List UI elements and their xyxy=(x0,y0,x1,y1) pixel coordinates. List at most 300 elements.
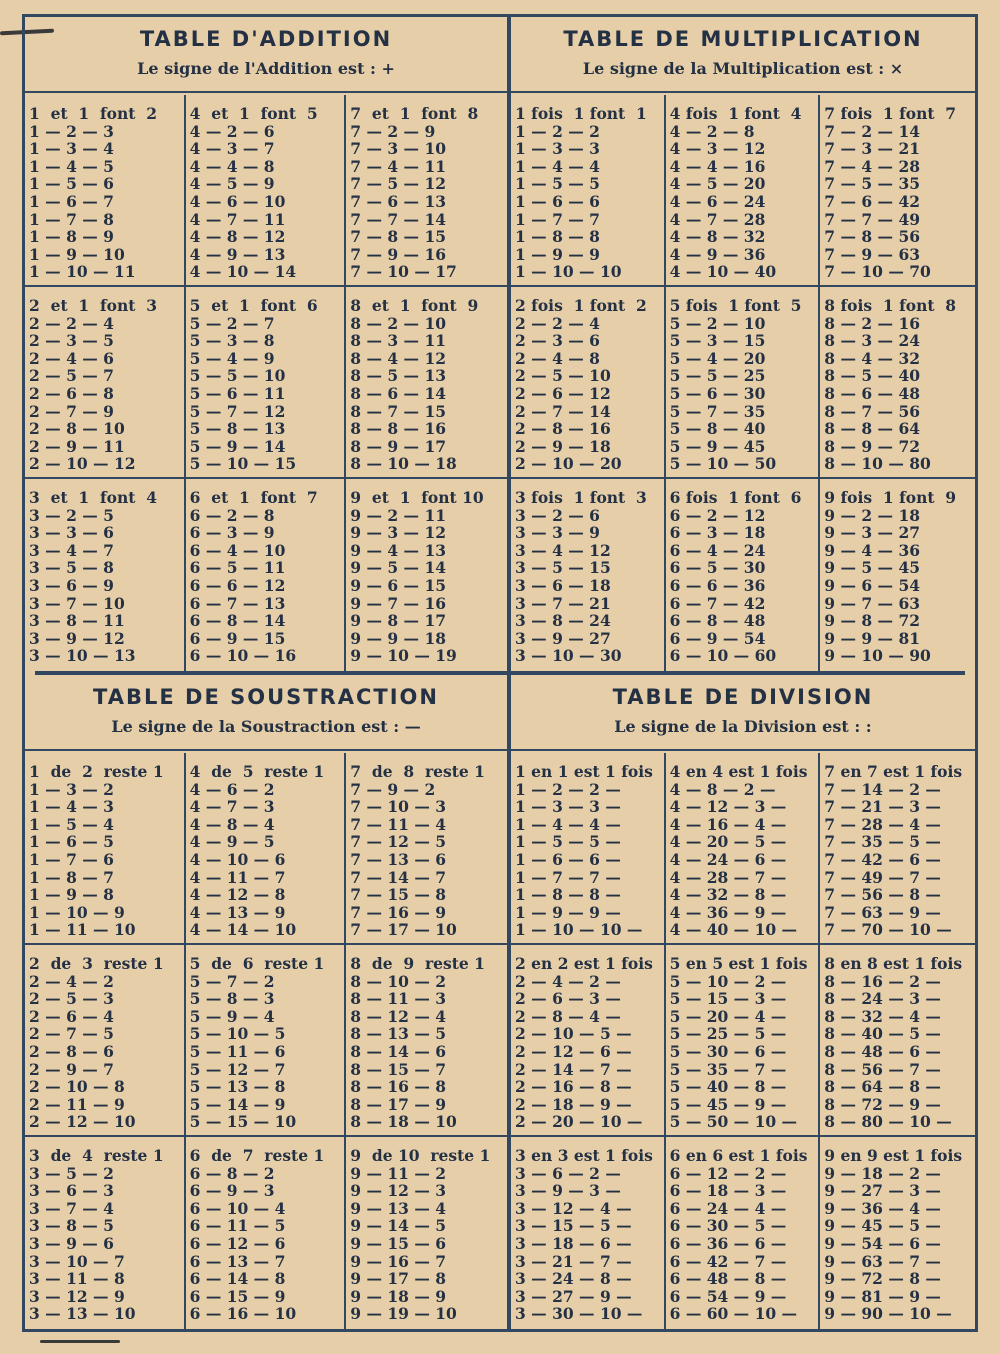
table-line: 2 — 4 — 6 xyxy=(29,349,114,368)
table-line: 7 — 6 — 13 xyxy=(350,192,447,211)
table-line: 2 — 3 — 6 xyxy=(515,332,600,350)
table-line: 6 — 2 — 8 xyxy=(189,506,275,525)
table-line: 3 — 7 — 21 xyxy=(515,594,611,613)
table-block xyxy=(25,287,186,479)
table-line: 4 — 6 — 24 xyxy=(669,192,766,211)
table-line: 4 — 5 — 9 xyxy=(189,175,275,193)
table-line: 9 — 4 — 13 xyxy=(350,541,447,560)
table-line: 5 — 9 — 4 xyxy=(189,1007,275,1026)
table-line: 1 — 9 — 10 xyxy=(29,245,125,264)
table-line: 6 — 8 — 2 xyxy=(189,1164,275,1183)
table-block xyxy=(186,95,347,287)
table-line: 2 — 9 — 18 xyxy=(515,437,611,456)
table-line: 6 — 15 — 9 xyxy=(189,1287,286,1306)
table-line: 3 — 15 — 5 — xyxy=(515,1217,632,1235)
table-line: 9 — 16 — 7 xyxy=(350,1252,447,1271)
table-line: 6 — 3 — 9 xyxy=(189,524,275,542)
table-block xyxy=(346,945,507,1137)
table-line: 8 — 17 — 9 xyxy=(350,1095,447,1114)
table-line: 1 — 6 — 5 xyxy=(29,833,114,851)
panel-header xyxy=(25,17,507,93)
table-line: 6 — 7 — 13 xyxy=(189,594,286,613)
table-line: 9 — 27 — 3 — xyxy=(824,1182,941,1200)
table-block xyxy=(186,1137,347,1329)
table-line: 2 — 5 — 7 xyxy=(29,367,114,385)
table-line: 5 — 8 — 40 xyxy=(669,420,766,438)
table-line: 5 — 10 — 2 — xyxy=(669,972,787,991)
table-block xyxy=(346,1137,507,1329)
table-line: 9 — 5 — 14 xyxy=(350,559,447,577)
table-line: 8 — 12 — 4 xyxy=(350,1007,447,1026)
table-line: 5 — 10 — 15 xyxy=(189,455,297,473)
table-line: 2 — 4 — 2 xyxy=(29,972,114,991)
table-line: 1 — 6 — 6 — xyxy=(515,850,621,869)
table-line: 8 — 40 — 5 — xyxy=(824,1025,941,1043)
table-line: 1 — 9 — 9 — xyxy=(515,903,621,922)
table-line: 7 — 56 — 8 — xyxy=(824,886,941,904)
table-line: 3 — 6 — 18 xyxy=(515,576,611,595)
table-line: 8 — 10 — 18 xyxy=(350,455,457,473)
table-line: 7 — 12 — 5 xyxy=(350,833,447,851)
table-line: 9 fois 1 font 9 xyxy=(824,488,957,507)
table-line: 1 — 5 — 5 — xyxy=(515,833,621,851)
table-line: 1 — 2 — 3 xyxy=(29,122,114,141)
table-line: 5 — 30 — 6 — xyxy=(669,1042,787,1061)
table-line: 4 — 13 — 9 xyxy=(189,903,286,922)
table-line: 8 — 13 — 5 xyxy=(350,1025,447,1043)
table-line: 8 — 11 — 3 xyxy=(350,990,447,1008)
table-line: 7 — 2 — 9 xyxy=(350,122,436,141)
table-line: 5 — 6 — 11 xyxy=(189,384,286,403)
table-line: 6 et 1 font 7 xyxy=(189,488,318,507)
table-line: 2 — 9 — 7 xyxy=(29,1060,114,1079)
table-line: 7 — 11 — 4 xyxy=(350,815,447,834)
panel-title: TABLE D'ADDITION xyxy=(139,27,393,51)
table-line: 9 — 18 — 9 xyxy=(350,1287,447,1306)
panel-header xyxy=(511,675,975,751)
table-line: 6 — 7 — 42 xyxy=(669,594,766,613)
table-block xyxy=(820,945,975,1137)
table-line: 3 — 8 — 5 xyxy=(29,1217,114,1235)
table-line: 8 — 15 — 7 xyxy=(350,1060,447,1079)
table-line: 9 — 90 — 10 — xyxy=(824,1305,952,1323)
table-line: 9 — 63 — 7 — xyxy=(824,1252,941,1271)
table-line: 2 — 20 — 10 — xyxy=(515,1113,643,1131)
table-block xyxy=(666,479,821,671)
table-line: 5 — 14 — 9 xyxy=(189,1095,286,1114)
table-line: 6 — 12 — 2 — xyxy=(669,1164,787,1183)
table-line: 3 — 3 — 6 xyxy=(29,524,114,542)
table-line: 1 — 6 — 6 xyxy=(515,192,600,211)
panel-header xyxy=(511,17,975,93)
table-line: 6 — 14 — 8 xyxy=(189,1270,286,1288)
table-line: 9 — 15 — 6 xyxy=(350,1234,447,1253)
table-block xyxy=(666,1137,821,1329)
table-line: 2 — 7 — 9 xyxy=(29,402,114,421)
table-line: 5 — 9 — 14 xyxy=(189,437,286,456)
table-line: 4 — 3 — 12 xyxy=(669,140,766,158)
table-grid xyxy=(25,95,507,671)
table-line: 9 — 13 — 4 xyxy=(350,1199,447,1218)
table-line: 9 — 4 — 36 xyxy=(824,541,921,560)
table-line: 4 — 10 — 40 xyxy=(669,263,777,281)
table-line: 5 — 3 — 15 xyxy=(669,332,766,350)
table-line: 5 — 3 — 8 xyxy=(189,332,275,350)
table-line: 8 — 2 — 10 xyxy=(350,314,447,333)
table-line: 1 et 1 font 2 xyxy=(29,105,157,123)
table-line: 8 — 24 — 3 — xyxy=(824,990,941,1008)
table-line: 2 — 2 — 4 xyxy=(515,314,600,333)
table-line: 2 — 10 — 12 xyxy=(29,455,136,473)
table-line: 5 — 13 — 8 xyxy=(189,1078,286,1096)
table-line: 3 en 3 est 1 fois xyxy=(515,1146,653,1165)
table-line: 7 — 10 — 17 xyxy=(350,263,457,281)
table-line: 6 — 5 — 30 xyxy=(669,559,766,577)
panel-title: TABLE DE DIVISION xyxy=(612,685,874,709)
table-line: 6 en 6 est 1 fois xyxy=(669,1146,808,1165)
table-line: 8 — 5 — 13 xyxy=(350,367,447,385)
table-line: 3 — 9 — 6 xyxy=(29,1234,114,1253)
table-line: 3 — 5 — 8 xyxy=(29,559,114,577)
table-line: 5 — 8 — 13 xyxy=(189,420,286,438)
panel-subtitle: Le signe de la Multiplication est : × xyxy=(582,59,904,78)
table-line: 6 — 36 — 6 — xyxy=(669,1234,787,1253)
table-block xyxy=(666,753,821,945)
table-line: 7 et 1 font 8 xyxy=(350,105,479,123)
table-line: 2 — 12 — 6 — xyxy=(515,1042,632,1061)
table-line: 5 — 7 — 35 xyxy=(669,402,766,421)
table-line: 1 — 2 — 2 — xyxy=(515,780,621,799)
table-line: 8 — 8 — 64 xyxy=(824,420,921,438)
table-block xyxy=(820,95,975,287)
table-line: 5 — 45 — 9 — xyxy=(669,1095,787,1114)
table-line: 5 — 10 — 50 xyxy=(669,455,777,473)
table-line: 5 — 5 — 25 xyxy=(669,367,766,385)
table-line: 7 fois 1 font 7 xyxy=(824,105,957,123)
table-line: 6 — 4 — 24 xyxy=(669,541,766,560)
table-line: 7 — 8 — 15 xyxy=(350,228,447,246)
table-line: 7 en 7 est 1 fois xyxy=(824,763,963,781)
table-line: 5 — 2 — 7 xyxy=(189,314,275,333)
table-line: 8 — 7 — 56 xyxy=(824,402,921,421)
table-line: 7 — 5 — 35 xyxy=(824,175,921,193)
panel-soustraction xyxy=(25,675,507,1329)
table-line: 3 — 10 — 7 xyxy=(29,1252,125,1271)
table-line: 1 — 4 — 4 — xyxy=(515,815,621,834)
table-block xyxy=(511,95,666,287)
table-line: 5 fois 1 font 5 xyxy=(669,296,802,315)
table-block xyxy=(25,479,186,671)
table-line: 4 — 2 — 8 xyxy=(669,122,755,141)
table-line: 4 — 32 — 8 — xyxy=(669,886,787,904)
table-line: 3 et 1 font 4 xyxy=(29,488,157,507)
table-line: 3 — 7 — 10 xyxy=(29,594,125,613)
table-line: 2 — 10 — 20 xyxy=(515,455,622,473)
table-line: 3 — 8 — 11 xyxy=(29,612,125,630)
table-line: 7 — 9 — 2 xyxy=(350,780,436,799)
table-line: 6 — 60 — 10 — xyxy=(669,1305,798,1323)
table-line: 3 — 24 — 8 — xyxy=(515,1270,632,1288)
table-block xyxy=(820,753,975,945)
table-line: 4 et 1 font 5 xyxy=(189,105,318,123)
table-line: 5 — 15 — 3 — xyxy=(669,990,787,1008)
panel-addition xyxy=(25,17,507,671)
table-block xyxy=(186,479,347,671)
table-line: 9 — 17 — 8 xyxy=(350,1270,447,1288)
table-line: 4 — 28 — 7 — xyxy=(669,868,787,887)
table-line: 2 — 8 — 4 — xyxy=(515,1007,621,1026)
table-line: 5 — 8 — 3 xyxy=(189,990,275,1008)
table-line: 6 — 54 — 9 — xyxy=(669,1287,787,1306)
table-line: 8 — 6 — 14 xyxy=(350,384,447,403)
table-line: 3 — 30 — 10 — xyxy=(515,1305,643,1323)
table-line: 1 — 10 — 9 xyxy=(29,903,125,922)
table-line: 1 — 7 — 7 xyxy=(515,210,600,229)
table-line: 4 fois 1 font 4 xyxy=(669,105,802,123)
table-line: 9 de 10 reste 1 xyxy=(350,1146,491,1165)
table-block xyxy=(25,95,186,287)
table-line: 7 — 10 — 70 xyxy=(824,263,931,281)
table-line: 7 — 6 — 42 xyxy=(824,192,921,211)
table-line: 5 — 2 — 10 xyxy=(669,314,766,333)
table-line: 4 — 20 — 5 — xyxy=(669,833,787,851)
table-line: 6 — 10 — 60 xyxy=(669,647,777,665)
table-line: 6 — 8 — 48 xyxy=(669,612,766,630)
table-line: 2 — 5 — 10 xyxy=(515,367,611,385)
table-line: 2 — 8 — 6 xyxy=(29,1042,114,1061)
table-line: 3 — 12 — 4 — xyxy=(515,1199,632,1218)
table-line: 6 — 13 — 7 xyxy=(189,1252,286,1271)
table-line: 3 — 13 — 10 xyxy=(29,1305,136,1323)
table-block xyxy=(820,287,975,479)
tables-sheet xyxy=(22,14,978,1332)
table-line: 6 — 10 — 4 xyxy=(189,1199,286,1218)
table-line: 2 — 8 — 16 xyxy=(515,420,611,438)
table-line: 2 en 2 est 1 fois xyxy=(515,954,653,973)
table-line: 7 — 4 — 28 xyxy=(824,157,921,176)
table-line: 3 — 10 — 13 xyxy=(29,647,136,665)
table-line: 2 — 4 — 2 — xyxy=(515,972,621,991)
table-line: 8 — 72 — 9 — xyxy=(824,1095,941,1114)
table-line: 6 de 7 reste 1 xyxy=(189,1146,325,1165)
panel-multiplication xyxy=(511,17,975,671)
table-line: 3 — 6 — 3 xyxy=(29,1182,114,1200)
table-block xyxy=(511,945,666,1137)
table-line: 5 — 40 — 8 — xyxy=(669,1078,787,1096)
table-line: 7 — 35 — 5 — xyxy=(824,833,941,851)
table-line: 4 — 10 — 14 xyxy=(189,263,297,281)
table-line: 8 — 18 — 10 xyxy=(350,1113,457,1131)
table-line: 1 — 3 — 2 xyxy=(29,780,114,799)
table-line: 9 — 7 — 63 xyxy=(824,594,921,613)
table-line: 2 — 8 — 10 xyxy=(29,420,125,438)
table-line: 2 de 3 reste 1 xyxy=(29,954,164,973)
table-block xyxy=(820,1137,975,1329)
table-line: 4 — 12 — 3 — xyxy=(669,798,787,816)
table-line: 6 — 8 — 14 xyxy=(189,612,286,630)
table-line: 2 — 12 — 10 xyxy=(29,1113,136,1131)
table-line: 5 — 12 — 7 xyxy=(189,1060,286,1079)
table-line: 3 — 21 — 7 — xyxy=(515,1252,632,1271)
table-line: 5 — 4 — 20 xyxy=(669,349,766,368)
table-line: 3 — 11 — 8 xyxy=(29,1270,125,1288)
table-block xyxy=(25,1137,186,1329)
table-line: 3 — 9 — 3 — xyxy=(515,1182,621,1200)
table-line: 8 — 9 — 72 xyxy=(824,437,921,456)
table-line: 5 — 25 — 5 — xyxy=(669,1025,787,1043)
table-line: 9 — 3 — 12 xyxy=(350,524,447,542)
table-line: 2 — 6 — 4 xyxy=(29,1007,114,1026)
table-line: 1 — 6 — 7 xyxy=(29,192,114,211)
table-line: 8 — 4 — 32 xyxy=(824,349,921,368)
table-line: 6 — 9 — 3 xyxy=(189,1182,275,1200)
table-line: 1 de 2 reste 1 xyxy=(29,763,164,781)
table-line: 7 — 8 — 56 xyxy=(824,228,921,246)
table-line: 1 — 3 — 4 xyxy=(29,140,114,158)
table-line: 5 — 20 — 4 — xyxy=(669,1007,787,1026)
table-line: 6 — 5 — 11 xyxy=(189,559,286,577)
table-line: 2 — 14 — 7 — xyxy=(515,1060,632,1079)
table-line: 4 — 7 — 11 xyxy=(189,210,286,229)
table-line: 1 — 10 — 10 — xyxy=(515,921,643,939)
table-block xyxy=(511,753,666,945)
table-line: 6 fois 1 font 6 xyxy=(669,488,802,507)
table-line: 2 — 6 — 8 xyxy=(29,384,114,403)
table-line: 1 fois 1 font 1 xyxy=(515,105,647,123)
table-line: 9 — 36 — 4 — xyxy=(824,1199,941,1218)
table-line: 4 — 9 — 5 xyxy=(189,833,275,851)
table-line: 9 — 45 — 5 — xyxy=(824,1217,941,1235)
table-line: 8 — 64 — 8 — xyxy=(824,1078,941,1096)
table-line: 9 — 2 — 18 xyxy=(824,506,921,525)
table-line: 1 — 7 — 7 — xyxy=(515,868,621,887)
table-line: 1 — 7 — 8 xyxy=(29,210,114,229)
table-line: 2 — 18 — 9 — xyxy=(515,1095,632,1114)
table-line: 6 — 9 — 15 xyxy=(189,629,286,648)
table-line: 9 en 9 est 1 fois xyxy=(824,1146,963,1165)
table-line: 7 — 14 — 2 — xyxy=(824,780,941,799)
table-line: 2 — 7 — 14 xyxy=(515,402,611,421)
table-line: 6 — 11 — 5 xyxy=(189,1217,286,1235)
table-block xyxy=(186,753,347,945)
table-line: 3 — 4 — 12 xyxy=(515,541,611,560)
table-line: 6 — 9 — 54 xyxy=(669,629,766,648)
table-line: 1 — 5 — 6 xyxy=(29,175,114,193)
table-line: 7 — 9 — 63 xyxy=(824,245,921,264)
table-line: 5 de 6 reste 1 xyxy=(189,954,325,973)
table-grid xyxy=(511,753,975,1329)
table-line: 1 — 5 — 4 xyxy=(29,815,114,834)
table-line: 6 — 10 — 16 xyxy=(189,647,297,665)
table-line: 3 — 27 — 9 — xyxy=(515,1287,632,1306)
table-block xyxy=(346,287,507,479)
table-line: 4 — 5 — 20 xyxy=(669,175,766,193)
table-line: 6 — 42 — 7 — xyxy=(669,1252,787,1271)
table-line: 8 — 6 — 48 xyxy=(824,384,921,403)
ink-mark xyxy=(40,1340,120,1343)
table-line: 4 — 7 — 28 xyxy=(669,210,766,229)
table-line: 7 — 49 — 7 — xyxy=(824,868,941,887)
table-line: 4 — 14 — 10 xyxy=(189,921,297,939)
table-line: 8 — 3 — 24 xyxy=(824,332,921,350)
table-line: 9 — 5 — 45 xyxy=(824,559,921,577)
table-line: 6 — 12 — 6 xyxy=(189,1234,286,1253)
table-block xyxy=(346,479,507,671)
table-line: 9 — 81 — 9 — xyxy=(824,1287,941,1306)
table-block xyxy=(346,753,507,945)
table-line: 2 — 11 — 9 xyxy=(29,1095,125,1114)
table-line: 2 — 7 — 5 xyxy=(29,1025,114,1043)
table-line: 9 — 72 — 8 — xyxy=(824,1270,941,1288)
table-line: 1 — 4 — 4 xyxy=(515,157,600,176)
table-line: 1 — 5 — 5 xyxy=(515,175,600,193)
table-line: 3 — 5 — 2 xyxy=(29,1164,114,1183)
panel-division xyxy=(511,675,975,1329)
table-line: 8 — 56 — 7 — xyxy=(824,1060,941,1079)
table-line: 9 — 11 — 2 xyxy=(350,1164,447,1183)
table-line: 8 — 2 — 16 xyxy=(824,314,921,333)
table-line: 3 — 9 — 12 xyxy=(29,629,125,648)
table-line: 8 en 8 est 1 fois xyxy=(824,954,963,973)
table-line: 7 — 21 — 3 — xyxy=(824,798,941,816)
table-line: 6 — 3 — 18 xyxy=(669,524,766,542)
table-block xyxy=(820,479,975,671)
table-grid xyxy=(25,753,507,1329)
table-line: 5 — 35 — 7 — xyxy=(669,1060,787,1079)
table-line: 9 — 7 — 16 xyxy=(350,594,447,613)
table-line: 4 — 3 — 7 xyxy=(189,140,275,158)
table-block xyxy=(25,753,186,945)
table-line: 1 — 8 — 9 xyxy=(29,228,114,246)
table-line: 9 — 9 — 18 xyxy=(350,629,447,648)
table-line: 5 — 10 — 5 xyxy=(189,1025,286,1043)
table-line: 8 — 4 — 12 xyxy=(350,349,447,368)
panel-title: TABLE DE MULTIPLICATION xyxy=(563,27,923,51)
table-line: 5 — 6 — 30 xyxy=(669,384,766,403)
table-line: 5 — 11 — 6 xyxy=(189,1042,286,1061)
table-line: 7 — 15 — 8 xyxy=(350,886,447,904)
table-line: 9 — 9 — 81 xyxy=(824,629,921,648)
table-line: 3 — 2 — 5 xyxy=(29,506,114,525)
table-line: 4 — 8 — 2 — xyxy=(669,780,776,799)
table-line: 1 — 3 — 3 — xyxy=(515,798,621,816)
table-line: 8 — 80 — 10 — xyxy=(824,1113,952,1131)
table-block xyxy=(511,1137,666,1329)
table-line: 1 en 1 est 1 fois xyxy=(515,763,653,781)
table-line: 3 — 5 — 15 xyxy=(515,559,611,577)
table-line: 4 — 8 — 32 xyxy=(669,228,766,246)
table-line: 8 — 7 — 15 xyxy=(350,402,447,421)
table-block xyxy=(25,945,186,1137)
table-line: 7 — 5 — 12 xyxy=(350,175,447,193)
table-line: 6 — 4 — 10 xyxy=(189,541,286,560)
table-line: 3 — 9 — 27 xyxy=(515,629,611,648)
table-line: 1 — 10 — 11 xyxy=(29,263,136,281)
table-block xyxy=(666,287,821,479)
table-block xyxy=(666,95,821,287)
table-line: 2 — 2 — 4 xyxy=(29,314,114,333)
table-line: 1 — 8 — 8 — xyxy=(515,886,621,904)
table-line: 4 — 36 — 9 — xyxy=(669,903,787,922)
panel-title: TABLE DE SOUSTRACTION xyxy=(93,685,439,709)
table-line: 4 — 4 — 16 xyxy=(669,157,766,176)
table-line: 7 — 4 — 11 xyxy=(350,157,447,176)
table-line: 1 — 11 — 10 xyxy=(29,921,136,939)
table-line: 2 — 10 — 8 xyxy=(29,1078,125,1096)
table-line: 7 — 63 — 9 — xyxy=(824,903,941,922)
table-line: 8 — 3 — 11 xyxy=(350,332,447,350)
table-line: 4 — 8 — 4 xyxy=(189,815,275,834)
